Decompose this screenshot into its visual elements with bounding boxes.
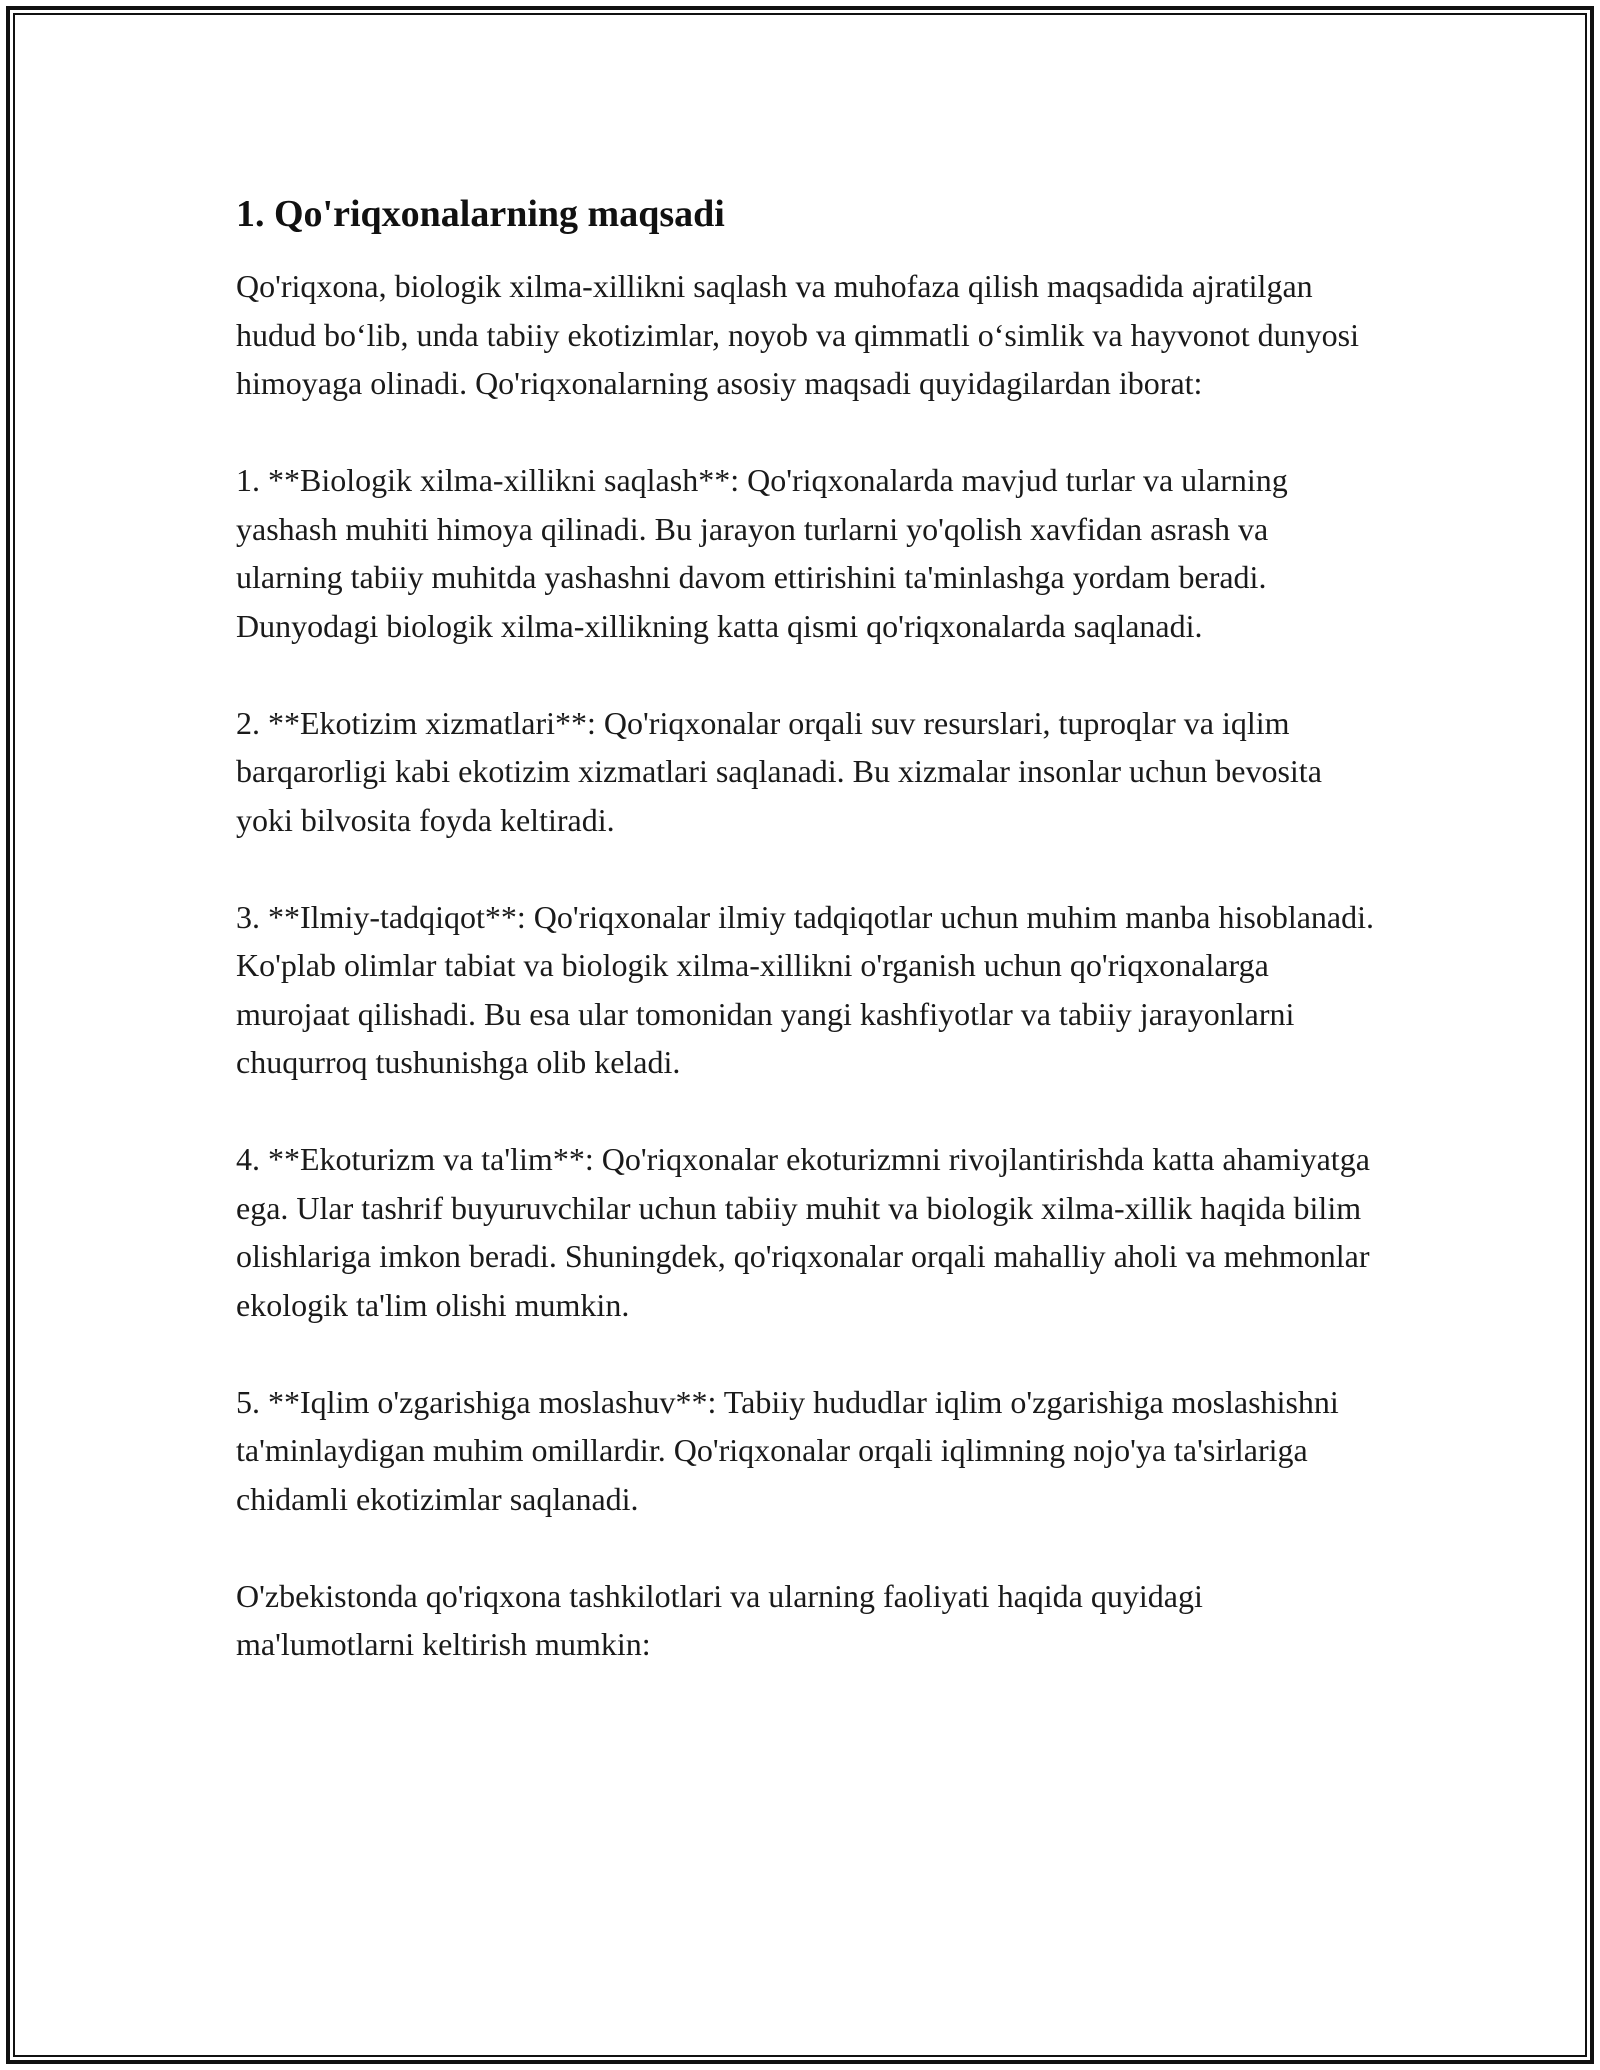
- section-heading: 1. Qo'riqxonalarning maqsadi: [236, 193, 725, 235]
- document-body: [236, 186, 1376, 1669]
- list-item-research: 3. **Ilmiy-tadqiqot**: Qo'riqxonalar ilmiy tadqiqotlar uchun muhim manba hisoblanadi. Ko'plab olimlar tabiat va biologik xilma-xillikni o'rganish uchun qo'riqxonalarga murojaat qilishadi. Bu esa ular tomonidan yangi kashfiyotlar va tabiiy jarayonlarni chuqurroq tushunishga olib keladi.: [236, 898, 1375, 1080]
- list-item-ecosystem-services: 2. **Ekotizim xizmatlari**: Qo'riqxonalar orqali suv resurslari, tuproqlar va iqlim barqarorligi kabi ekotizim xizmatlari saqlanadi. Bu xizmalar insonlar uchun bevosita yoki bilvosita foyda keltiradi.: [236, 704, 1322, 838]
- list-item-biodiversity: 1. **Biologik xilma-xillikni saqlash**: Qo'riqxonalarda mavjud turlar va ularning yashash muhiti himoya qilinadi. Bu jarayon turlarni yo'qolish xavfidan asrash va ularning tabiiy muhitda yashashni davom ettirishini ta'minlashga yordam beradi. Dunyodagi biologik xilma-xillikning katta qismi qo'riqxonalarda saqlanadi.: [236, 462, 1288, 644]
- list-item-climate-adaptation: 5. **Iqlim o'zgarishiga moslashuv**: Tabiiy hududlar iqlim o'zgarishiga moslashishni ta'minlaydigan muhim omillardir. Qo'riqxonalar orqali iqlimning nojo'ya ta'sirlariga chidamli ekotizimlar saqlanadi.: [236, 1383, 1339, 1517]
- list-item-ecotourism: 4. **Ekoturizm va ta'lim**: Qo'riqxonalar ekoturizmni rivojlantirishda katta ahamiyatga ega. Ular tashrif buyuruvchilar uchun tabiiy muhit va biologik xilma-xillik haqida bilim olishlariga imkon beradi. Shuningdek, qo'riqxonalar orqali mahalliy aholi va mehmonlar ekologik ta'lim olishi mumkin.: [236, 1141, 1370, 1323]
- closing-paragraph: O'zbekistonda qo'riqxona tashkilotlari va ularning faoliyati haqida quyidagi ma'lumotlarni keltirish mumkin:: [236, 1577, 1203, 1662]
- intro-paragraph: Qo'riqxona, biologik xilma-xillikni saqlash va muhofaza qilish maqsadida ajratilgan hudud bo‘lib, unda tabiiy ekotizimlar, noyob va qimmatli o‘simlik va hayvonot dunyosi himoyaga olinadi. Qo'riqxonalarning asosiy maqsadi quyidagilardan iborat:: [236, 268, 1360, 401]
